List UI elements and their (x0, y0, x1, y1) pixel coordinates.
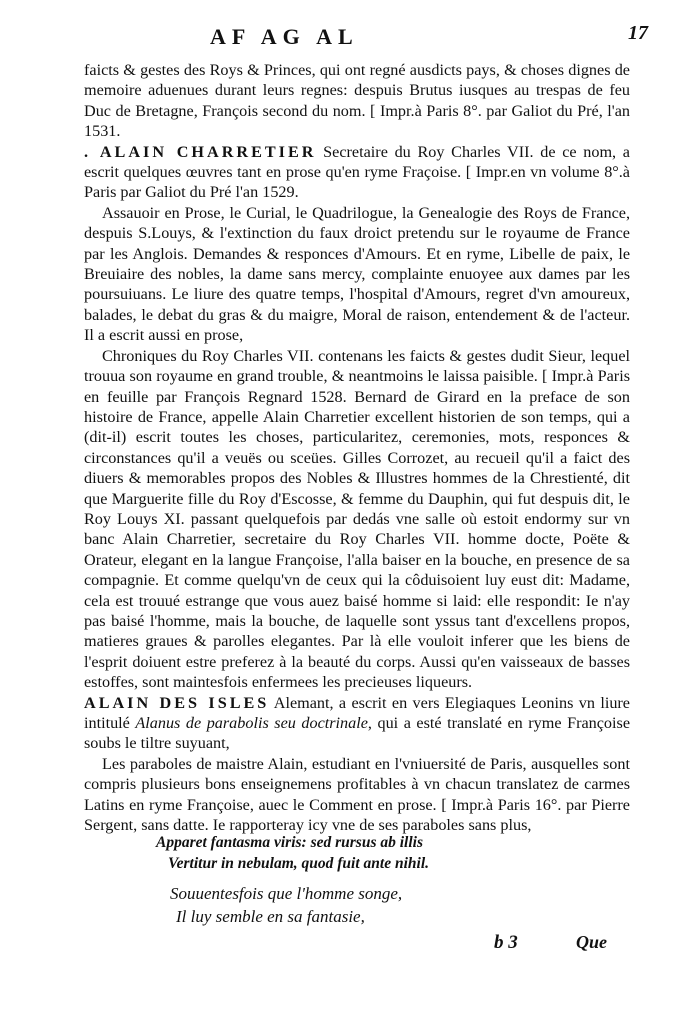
paragraph-text: Alemant, a escrit en vers Elegiaques Leonins vn liure intitulé (84, 693, 630, 732)
verse-line: Il luy semble en sa fantasie, (176, 907, 365, 926)
paragraph (84, 693, 630, 754)
paragraph (84, 346, 630, 693)
running-head: AF AG AL (210, 24, 359, 49)
entry-heading: . ALAIN CHARRETIER (84, 142, 317, 161)
paragraph-text: , qui a esté translaté en ryme Françoise soubs le tiltre suyuant, (84, 714, 630, 753)
latin-verse (156, 832, 556, 874)
paragraph-text: Les paraboles de maistre Alain, estudiant en l'vniuersité de Paris, ausquelles sont compris plusieurs bons enseignemens profitables à vn chacun translatez de carmes Latins en ryme Françoise, auec le Comment en prose. [ Impr.à Paris 16°. par Pierre Sergent, sans datte. Ie rapporteray icy vne de ses paraboles sans plus, (84, 754, 630, 835)
verse-line: Vertitur in nebulam, quod fuit ante nihil. (168, 855, 429, 872)
paragraph-text: Assauoir en Prose, le Curial, le Quadrilogue, la Genealogie des Roys de France, despuis S.Louys, & l'extinction du faux droict pretendu sur le royaume de France par les Anglois. Demandes & responces d'Amours. Et en ryme, Libelle de paix, le Breuiaire des nobles, la dame sans mercy, complainte enuoyee aux dames par les poursuiuans. Le liure des quatre temps, l'hospital d'Amours, regret d'vn amoureux, balades, le debat du gras & du maigre, Moral de raison, entendement & de l'acteur. Il a escrit aussi en prose, (84, 203, 630, 345)
paragraph (84, 203, 630, 346)
italic-title: Alanus de parabolis seu doctrinale (135, 714, 368, 732)
french-verse (170, 882, 590, 928)
paragraph (84, 60, 630, 142)
paragraph-text: faicts & gestes des Roys & Princes, qui ont regné ausdicts pays, & choses dignes de memoire aduenues durant leurs regnes: despuis Brutus iusques au trespas de feu Duc de Bretagne, François second du nom. [ Impr.à Paris 8°. par Galiot du Pré, l'an 1531. (84, 61, 630, 141)
verse-line: Apparet fantasma viris: sed rursus ab illis (156, 834, 423, 851)
paragraph-text: Chroniques du Roy Charles VII. contenans les faicts & gestes dudit Sieur, lequel trouua son royaume en grand trouble, & neantmoins le laissa paisible. [ Impr.à Paris en feuille par François Regnard 1528. Bernard de Girard en la preface de son histoire de France, appelle Alain Charretier excellent historien de son temps, qui a (dit-il) escrit toutes les choses, particularitez, ceremonies, mots, responces & circonstances qu'il a veuës ou sceües. Gilles Corrozet, au recueil qu'il a faict des diuers & memorables propos des Nobles & Illustres hommes de la Chrestienté, dit que Marguerite fille du Roy d'Escosse, & femme du Dauphin, qui fut despuis dit, le Roy Louys XI. passant quelquefois par dedás vne salle où estoit endormy sur vn banc Alain Charretier, secretaire du Roy Charles VII. homme docte, Poëte & Orateur, elegant en la langue Françoise, l'alla baiser en la bouche, en presence de sa compagnie. Et comme quelqu'vn de ceux qui la côduisoient luy eust dit: Madame, cela est trouué estrange que vous auez baisé homme si laid: elle respondit: Ie n'ay pas baisé l'homme, mais la bouche, de laquelle sont yssus tant d'excellens propos, matieres graues & parolles elegantes. Par là elle vouloit inferer que les biens de l'esprit doiuent estre preferez à la beauté du corps. Aussi qu'en vaisseaux de basses estoffes, sont maintesfois enfermees les precieuses liqueurs. (84, 346, 630, 692)
entry-heading: ALAIN DES ISLES (84, 693, 270, 712)
signature-mark: b 3 (494, 932, 518, 953)
paragraph-text: Secretaire du Roy Charles VII. de ce nom, a escrit quelques œuvres tant en prose qu'en ryme Fraçoise. [ Impr.en vn volume 8°.à Paris par Galiot du Pré l'an 1529. (84, 142, 630, 202)
paragraph (84, 754, 630, 836)
paragraph (84, 142, 630, 203)
catchword: Que (576, 932, 607, 952)
page-number: 17 (628, 22, 648, 44)
body-text (84, 60, 630, 835)
page-header (0, 14, 696, 54)
verse-line: Souuentesfois que l'homme songe, (170, 884, 403, 903)
